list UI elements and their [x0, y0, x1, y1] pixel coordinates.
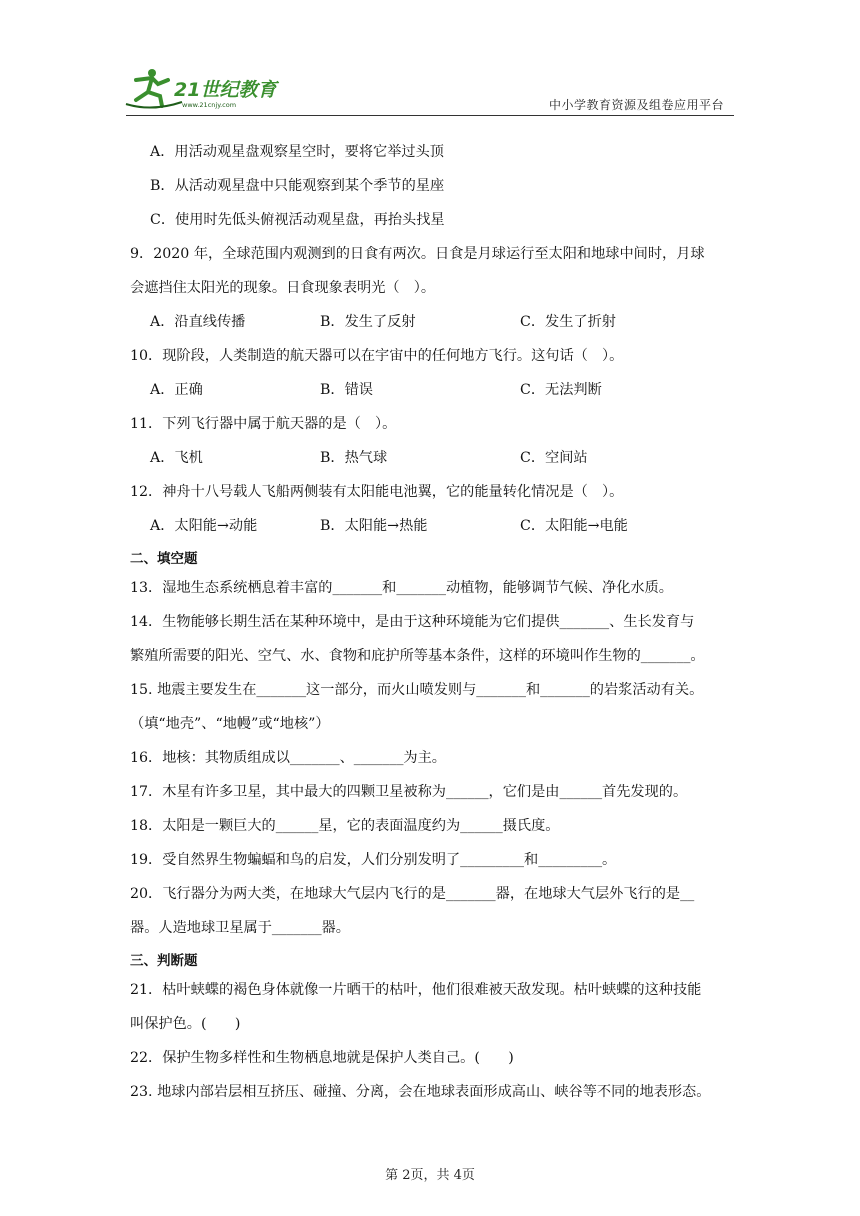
- q20-text-line1: 20．飞行器分为两大类，在地球大气层内飞行的是_______器，在地球大气层外飞行的是__: [130, 886, 695, 902]
- platform-name: 中小学教育资源及组卷应用平台: [548, 98, 724, 112]
- exam-content: [130, 140, 734, 1114]
- q11-option-b: B．热气球: [320, 450, 388, 466]
- q10-option-c: C．无法判断: [520, 382, 602, 398]
- q18-text: 18．太阳是一颗巨大的______星，它的表面温度约为______摄氏度。: [130, 818, 560, 834]
- header-divider: [126, 115, 734, 116]
- q9-text-line1: 9．2020 年，全球范围内观测到的日食有两次。日食是月球运行至太阳和地球中间时，月球: [130, 246, 705, 262]
- q13-text: 13．湿地生态系统栖息着丰富的_______和_______动植物，能够调节气候、净化水质。: [130, 580, 673, 596]
- logo-21cnjy: [122, 66, 292, 112]
- runner-logo-icon: [122, 66, 292, 112]
- q16-text: 16．地核：其物质组成以_______、_______为主。: [130, 750, 446, 766]
- q8-option-b: B．从活动观星盘中只能观察到某个季节的星座: [150, 178, 445, 194]
- q9-option-c: C．发生了折射: [520, 314, 616, 330]
- page-number: 第 2页，共 4页: [385, 1168, 475, 1183]
- q10-option-a: A．正确: [150, 382, 203, 398]
- section-fill-in-heading: 二、填空题: [130, 551, 198, 567]
- q12-option-c: C．太阳能→电能: [520, 518, 628, 534]
- q11-text: 11．下列飞行器中属于航天器的是（ ）。: [130, 416, 397, 432]
- q17-text: 17．木星有许多卫星，其中最大的四颗卫星被称为______，它们是由______首先发现的。: [130, 784, 688, 800]
- q15-text-line2: （填“地壳”、“地幔”或“地核”）: [130, 716, 330, 732]
- svg-text:www.21cnjy.com: www.21cnjy.com: [182, 101, 237, 109]
- q8-option-a: A．用活动观星盘观察星空时，要将它举过头顶: [150, 144, 444, 160]
- q9-options: [130, 310, 734, 344]
- q11-option-c: C．空间站: [520, 450, 588, 466]
- q20-text-line2: 器。人造地球卫星属于_______器。: [130, 920, 350, 936]
- q14-text-line1: 14．生物能够长期生活在某种环境中，是由于这种环境能为它们提供_______、生长发育与: [130, 614, 695, 630]
- q9-text-line2: 会遮挡住太阳光的现象。日食现象表明光（ ）。: [130, 280, 436, 296]
- q21-text-line1: 21．枯叶蛱蝶的褐色身体就像一片晒干的枯叶，他们很难被天敌发现。枯叶蛱蝶的这种技能: [130, 982, 702, 998]
- q12-option-b: B．太阳能→热能: [320, 518, 428, 534]
- q9-option-a: A．沿直线传播: [150, 314, 246, 330]
- section-judgment-heading: 三、判断题: [130, 953, 198, 969]
- q11-options: [130, 446, 734, 480]
- q23-text: 23. 地球内部岩层相互挤压、碰撞、分离，会在地球表面形成高山、峡谷等不同的地表形态。: [130, 1084, 711, 1100]
- q21-text-line2: 叫保护色。( ): [130, 1016, 241, 1032]
- q10-option-b: B．错误: [320, 382, 373, 398]
- q12-option-a: A．太阳能→动能: [150, 518, 258, 534]
- svg-text:21世纪教育: 21世纪教育: [174, 79, 277, 101]
- q10-text: 10．现阶段，人类制造的航天器可以在宇宙中的任何地方飞行。这句话（ ）。: [130, 348, 624, 364]
- q15-text-line1: 15. 地震主要发生在_______这一部分，而火山喷发则与_______和_______的岩浆活动有关。: [130, 682, 704, 698]
- q10-options: [130, 378, 734, 412]
- q8-option-c: C．使用时先低头俯视活动观星盘，再抬头找星: [150, 212, 445, 228]
- q14-text-line2: 繁殖所需要的阳光、空气、水、食物和庇护所等基本条件，这样的环境叫作生物的_______。: [130, 648, 705, 664]
- q19-text: 19．受自然界生物蝙蝠和鸟的启发，人们分别发明了_________和_________。: [130, 852, 617, 868]
- q9-option-b: B．发生了反射: [320, 314, 416, 330]
- page-header: [0, 0, 860, 120]
- q11-option-a: A．飞机: [150, 450, 203, 466]
- q22-text: 22．保护生物多样性和生物栖息地就是保护人类自己。( ): [130, 1050, 514, 1066]
- q12-text: 12．神舟十八号载人飞船两侧装有太阳能电池翼，它的能量转化情况是（ ）。: [130, 484, 624, 500]
- q12-options: [130, 514, 734, 548]
